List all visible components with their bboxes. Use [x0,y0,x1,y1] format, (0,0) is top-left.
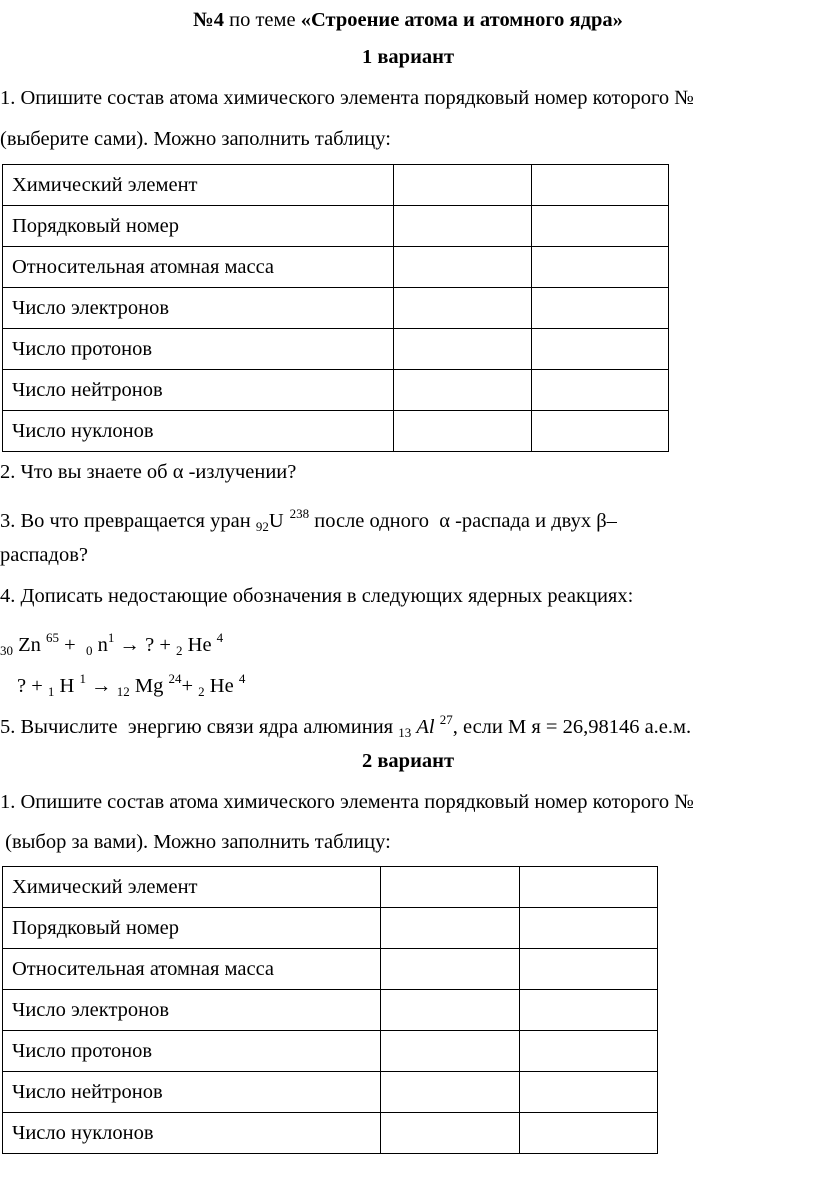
row-label: Число нуклонов [3,1113,381,1154]
answer-cell[interactable] [520,908,658,949]
v2-table [2,866,658,1154]
v1-q3-line1: 3. Во что превращается уран $_{92}$U $^{238}$ после одного α -распада и двух β– [0,506,617,534]
page-title [0,8,816,32]
title-po-teme: по теме [223,9,301,31]
answer-cell[interactable] [381,908,520,949]
v1-reaction1: $_{30}$ Zn $^{65}$ + $_0$ $n^1$ → ? + $_2$ He $^4$ [0,630,224,658]
answer-cell[interactable] [520,990,658,1031]
table-row [3,1031,658,1072]
v1-reaction2: ? + $_1$ H $^1$ → $_{12}$ Mg $^{24}$+ $_2$ He $^4$ [17,671,246,699]
v1-q1-line2: (выберите сами). Можно заполнить таблицу: [0,128,391,150]
answer-cell[interactable] [532,288,669,329]
answer-cell[interactable] [381,1031,520,1072]
table-row [3,288,669,329]
variant1-title: 1 вариант [361,46,455,68]
answer-cell[interactable] [532,165,669,206]
v2-q1-line2: (выбор за вами). Можно заполнить таблицу: [0,831,391,853]
table-row [3,908,658,949]
table-row [3,247,669,288]
answer-cell[interactable] [532,247,669,288]
row-label: Относительная атомная масса [3,949,381,990]
answer-cell[interactable] [394,206,532,247]
row-label: Порядковый номер [3,908,381,949]
answer-cell[interactable] [520,867,658,908]
table-row [3,1113,658,1154]
table-row [3,329,669,370]
answer-cell[interactable] [532,370,669,411]
v2-q1-line1: 1. Опишите состав атома химического элемента порядковый номер которого № [0,791,694,813]
row-label: Число нейтронов [3,1072,381,1113]
v1-table [2,164,669,452]
answer-cell[interactable] [381,949,520,990]
answer-cell[interactable] [394,411,532,452]
variant2-title: 2 вариант [361,750,455,772]
answer-cell[interactable] [394,288,532,329]
answer-cell[interactable] [532,206,669,247]
table-row [3,370,669,411]
answer-cell[interactable] [532,411,669,452]
row-label: Химический элемент [3,867,381,908]
answer-cell[interactable] [520,949,658,990]
row-label: Химический элемент [3,165,394,206]
answer-cell[interactable] [394,370,532,411]
answer-cell[interactable] [394,165,532,206]
title-number: №4 [193,9,224,31]
answer-cell[interactable] [394,247,532,288]
table-row [3,165,669,206]
row-label: Порядковый номер [3,206,394,247]
answer-cell[interactable] [381,1072,520,1113]
answer-cell[interactable] [520,1072,658,1113]
answer-cell[interactable] [381,990,520,1031]
answer-cell[interactable] [520,1113,658,1154]
table-row [3,1072,658,1113]
row-label: Относительная атомная масса [3,247,394,288]
row-label: Число протонов [3,1031,381,1072]
title-topic: «Строение атома и атомного ядра» [300,9,623,31]
answer-cell[interactable] [520,1031,658,1072]
table-row [3,206,669,247]
row-label: Число электронов [3,288,394,329]
answer-cell[interactable] [381,867,520,908]
v1-q2: 2. Что вы знаете об α -излучении? [0,461,297,483]
row-label: Число нейтронов [3,370,394,411]
row-label: Число протонов [3,329,394,370]
answer-cell[interactable] [532,329,669,370]
table-row [3,949,658,990]
table-row [3,867,658,908]
table-row [3,990,658,1031]
row-label: Число электронов [3,990,381,1031]
answer-cell[interactable] [381,1113,520,1154]
v1-q1-line1: 1. Опишите состав атома химического элемента порядковый номер которого № [0,87,694,109]
row-label: Число нуклонов [3,411,394,452]
table-row [3,411,669,452]
answer-cell[interactable] [394,329,532,370]
v1-q3-line2: распадов? [0,544,88,566]
v1-q5: 5. Вычислите энергию связи ядра алюминия $_{13}$ Al $^{27}$, если М я = 26,98146 а.е.м. [0,712,692,740]
v1-q4: 4. Дописать недостающие обозначения в следующих ядерных реакциях: [0,585,634,607]
